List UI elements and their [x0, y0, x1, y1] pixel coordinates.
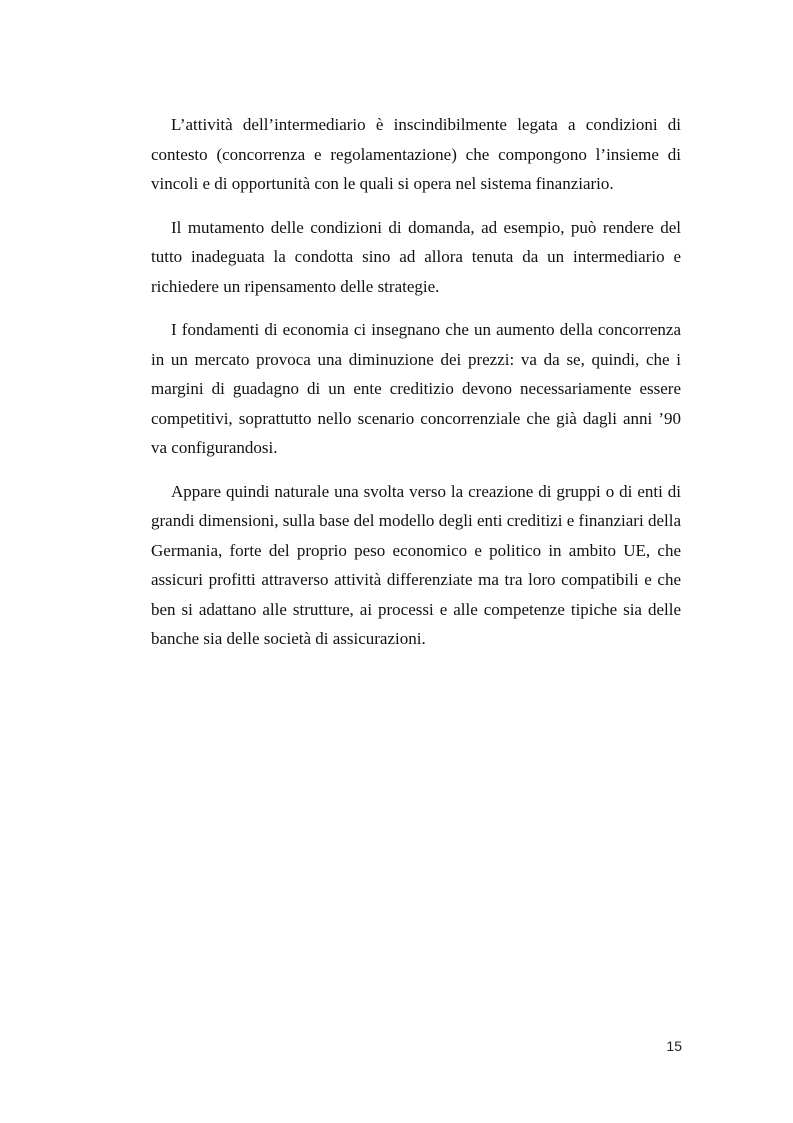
paragraph-1: L’attività dell’intermediario è inscindibilmente legata a condizioni di contesto (concorrenza e regolamentazione) che compongono l’insieme di vincoli e di opportunità con le quali si opera nel sistema finanziario.: [151, 115, 681, 193]
body-text: [151, 110, 681, 668]
paragraph-3: I fondamenti di economia ci insegnano che un aumento della concorrenza in un mercato provoca una diminuzione dei prezzi: va da se, quindi, che i margini di guadagno di un ente creditizio devono necessariamente essere competitivi, soprattutto nello scenario concorrenziale che già dagli anni ’90 va configurandosi.: [151, 320, 681, 457]
page-number: 15: [666, 1038, 682, 1054]
paragraph-4: Appare quindi naturale una svolta verso la creazione di gruppi o di enti di grandi dimensioni, sulla base del modello degli enti creditizi e finanziari della Germania, forte del proprio peso economico e politico in ambito UE, che assicuri profitti attraverso attività differenziate ma tra loro compatibili e che ben si adattano alle strutture, ai processi e alle competenze tipiche sia delle banche sia delle società di assicurazioni.: [151, 481, 681, 648]
paragraph-2: Il mutamento delle condizioni di domanda, ad esempio, può rendere del tutto inadeguata la condotta sino ad allora tenuta da un intermediario e richiedere un ripensamento delle strategie.: [151, 217, 681, 296]
